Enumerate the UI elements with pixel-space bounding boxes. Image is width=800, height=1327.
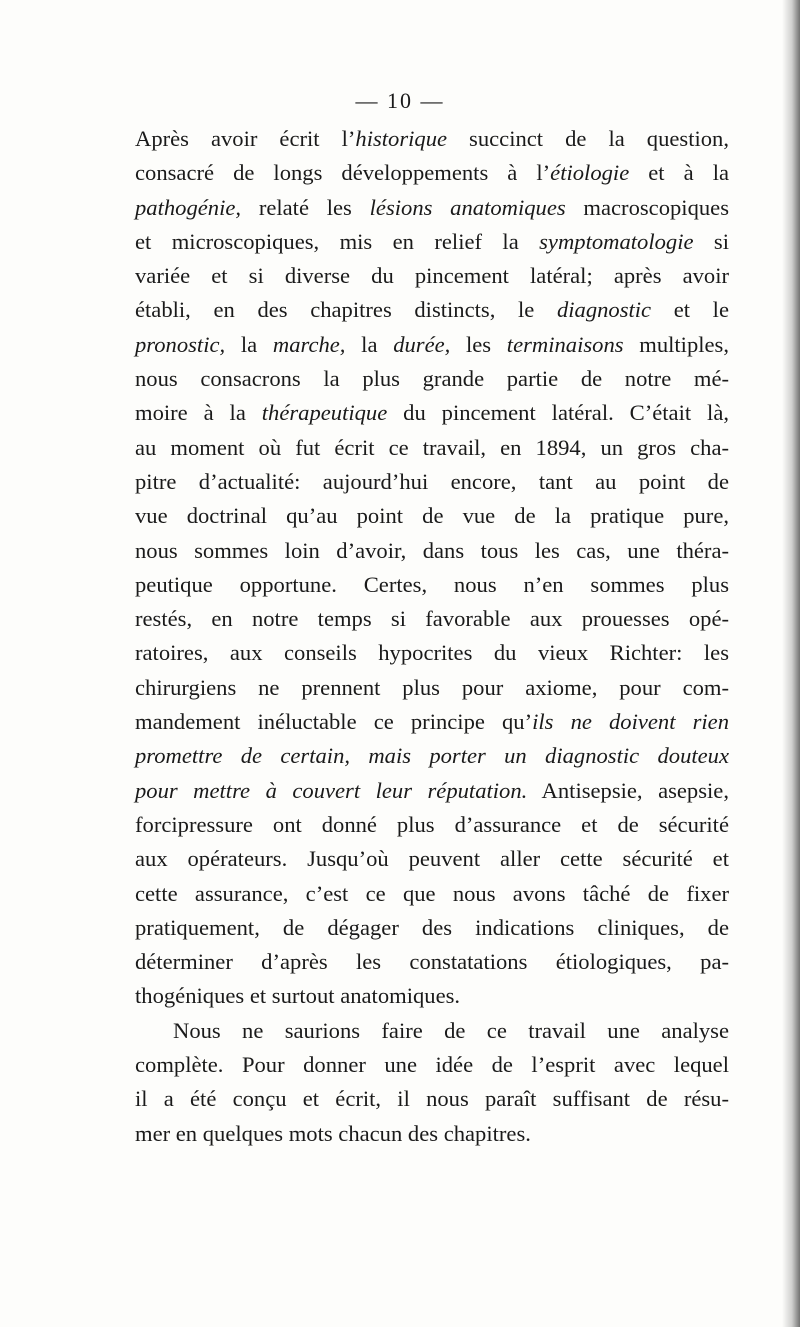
text-run: complète. Pour donner une idée de l’esprit avec lequel	[135, 1052, 729, 1078]
text-line	[135, 945, 729, 979]
text-line	[135, 1117, 729, 1151]
text-line	[135, 808, 729, 842]
text-run: thogéniques et surtout anatomiques.	[135, 983, 461, 1009]
text-line	[135, 362, 729, 396]
text-run: du pincement latéral. C’était là,	[387, 400, 729, 426]
text-line	[135, 396, 729, 430]
text-run: moire à la	[135, 400, 262, 426]
italic-run: marche,	[272, 331, 346, 357]
text-line	[135, 465, 729, 499]
text-line	[135, 499, 729, 533]
text-run: succinct de la question,	[447, 126, 729, 151]
text-run: la	[225, 331, 273, 357]
text-run: restés, en notre temps si favorable aux prouesses opé-	[135, 606, 729, 632]
text-run: aux opérateurs. Jusqu’où peuvent aller cette sécurité et	[135, 846, 729, 872]
text-run: multiples,	[623, 331, 729, 357]
italic-run: historique	[355, 126, 448, 151]
text-line	[135, 774, 729, 808]
text-run: au moment où fut écrit ce travail, en 1894, un gros cha-	[135, 434, 729, 460]
italic-run: ils ne doivent rien	[532, 709, 729, 735]
text-line	[135, 191, 729, 225]
text-run: la	[345, 331, 394, 357]
text-line	[135, 739, 729, 773]
text-line	[135, 705, 729, 739]
text-line	[135, 328, 729, 362]
text-run: consacré de longs développements à l’	[135, 160, 551, 186]
text-run: mandement inéluctable ce principe qu’	[135, 709, 533, 735]
text-run: peutique opportune. Certes, nous n’en sommes plus	[135, 571, 729, 597]
text-run: il a été conçu et écrit, il nous paraît suffisant de résu-	[135, 1086, 729, 1112]
text-run: et à la	[629, 160, 729, 186]
text-line	[135, 1014, 729, 1048]
text-run: vue doctrinal qu’au point de vue de la pratique pure,	[135, 503, 729, 529]
text-run: pratiquement, de dégager des indications cliniques, de	[135, 914, 729, 940]
italic-run: durée,	[393, 331, 451, 357]
text-run: variée et si diverse du pincement latéral; après avoir	[135, 263, 729, 289]
text-run: les	[450, 331, 507, 357]
text-line	[135, 877, 729, 911]
text-line	[135, 911, 729, 945]
italic-run: pathogénie,	[135, 194, 242, 220]
text-line	[135, 1082, 729, 1116]
text-run: relaté les	[241, 194, 370, 220]
text-line	[135, 671, 729, 705]
italic-run: diagnostic	[556, 297, 652, 323]
text-run: pitre d’actualité: aujourd’hui encore, tant au point de	[135, 468, 729, 494]
text-line	[135, 636, 729, 670]
text-line	[135, 568, 729, 602]
text-run: cette assurance, c’est ce que nous avons tâché de fixer	[135, 880, 729, 906]
text-line	[135, 979, 729, 1013]
text-line	[135, 602, 729, 636]
paragraph	[135, 122, 729, 1014]
italic-run: pronostic,	[135, 331, 226, 357]
text-line	[135, 225, 729, 259]
paragraph	[135, 1014, 729, 1151]
text-run: macroscopiques	[565, 194, 729, 220]
italic-run: pour mettre à couvert leur réputation.	[135, 777, 528, 803]
text-run: nous consacrons la plus grande partie de notre mé-	[135, 366, 729, 392]
text-run: Nous ne saurions faire de ce travail une analyse	[173, 1017, 729, 1043]
text-line	[135, 259, 729, 293]
italic-run: terminaisons	[506, 331, 624, 357]
text-run: et microscopiques, mis en relief la	[135, 228, 540, 254]
italic-run: étiologie	[550, 160, 630, 186]
text-line	[135, 293, 729, 327]
text-line	[135, 122, 729, 156]
text-line	[135, 156, 729, 190]
text-run: ratoires, aux conseils hypocrites du vieux Richter: les	[135, 640, 729, 666]
text-run: Après avoir écrit l’	[135, 126, 356, 151]
text-run: chirurgiens ne prennent plus pour axiome, pour com-	[135, 674, 729, 700]
text-run: et le	[651, 297, 729, 323]
italic-run: thérapeutique	[261, 400, 388, 426]
text-line	[135, 842, 729, 876]
page-number: — 10 —	[355, 88, 445, 113]
text-run: établi, en des chapitres distincts, le	[135, 297, 557, 323]
page-edge-shadow	[782, 0, 800, 1327]
italic-run: lésions anatomiques	[369, 194, 566, 220]
text-line	[135, 1048, 729, 1082]
body-text	[135, 122, 729, 1151]
italic-run: promettre de certain, mais porter un diagnostic douteux	[135, 743, 729, 769]
text-run: Antisepsie, asepsie,	[527, 777, 729, 803]
text-run: déterminer d’après les constatations étiologiques, pa-	[135, 949, 729, 975]
text-run: si	[693, 228, 729, 254]
text-run: mer en quelques mots chacun des chapitres.	[135, 1120, 531, 1146]
text-line	[135, 431, 729, 465]
italic-run: symptomatologie	[539, 228, 694, 254]
text-line	[135, 534, 729, 568]
text-run: forcipressure ont donné plus d’assurance et de sécurité	[135, 811, 729, 837]
text-run: nous sommes loin d’avoir, dans tous les cas, une théra-	[135, 537, 729, 563]
